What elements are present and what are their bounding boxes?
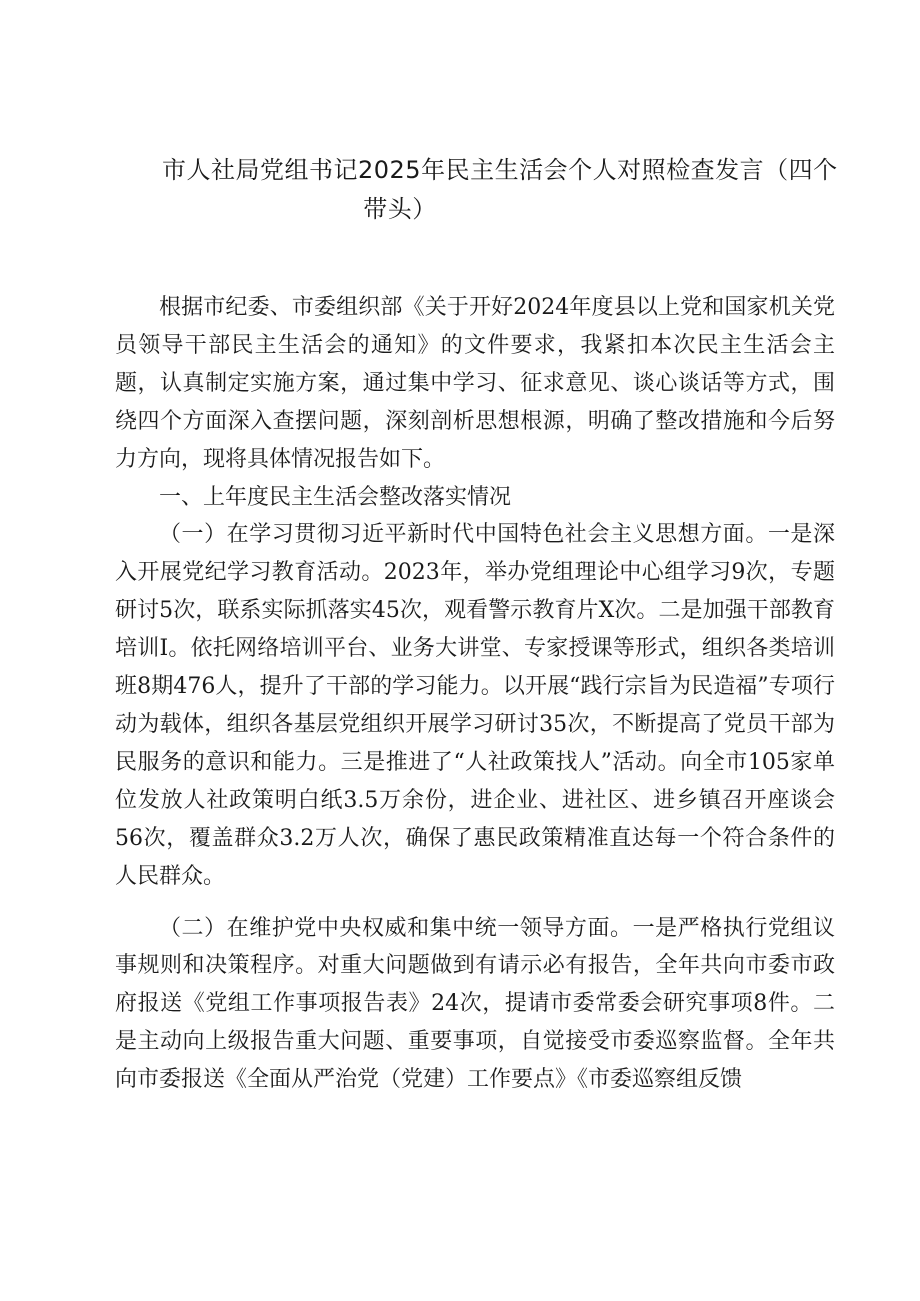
document-title xyxy=(150,151,850,229)
title-line-2: 带头） xyxy=(363,195,437,223)
document-body xyxy=(115,289,835,1099)
intro-paragraph: 根据市纪委、市委组织部《关于开好2024年度县以上党和国家机关党员领导干部民主生活会的通知》的文件要求，我紧扣本次民主生活会主题，认真制定实施方案，通过集中学习、征求意见、谈心谈话等方式，围绕四个方面深入查摆问题，深刻剖析思想根源，明确了整改措施和今后努力方向，现将具体情况报告如下。 xyxy=(115,295,835,472)
title-line-1: 市人社局党组书记2025年民主生活会个人对照检查发言（四个 xyxy=(162,156,838,184)
paragraph-gap xyxy=(115,896,835,910)
section-heading-1: 一、上年度民主生活会整改落实情况 xyxy=(159,484,512,510)
paragraph-2: （二）在维护党中央权威和集中统一领导方面。一是严格执行党组议事规则和决策程序。对重大问题做到有请示必有报告，全年共向市委市政府报送《党组工作事项报告表》24次，提请市委常委会研究事项8件。二是主动向上级报告重大问题、重要事项，自觉接受市委巡察监督。全年共向市委报送《全面从严治党（党建）工作要点》《市委巡察组反馈 xyxy=(115,915,835,1093)
paragraph-1: （一）在学习贯彻习近平新时代中国特色社会主义思想方面。一是深入开展党纪学习教育活动。2023年，举办党组理论中心组学习9次，专题研讨5次，联系实际抓落实45次，观看警示教育片X次。二是加强干部教育培训I。依托网络培训平台、业务大讲堂、专家授课等形式，组织各类培训班8期476人，提升了干部的学习能力。以开展“践行宗旨为民造福”专项行动为载体，组织各基层党组织开展学习研讨35次，不断提高了党员干部为民服务的意识和能力。三是推进了“人社政策找人”活动。向全市105家单位发放人社政策明白纸3.5万余份，进企业、进社区、进乡镇召开座谈会56次，覆盖群众3.2万人次，确保了惠民政策精准直达每一个符合条件的人民群众。 xyxy=(115,522,835,889)
